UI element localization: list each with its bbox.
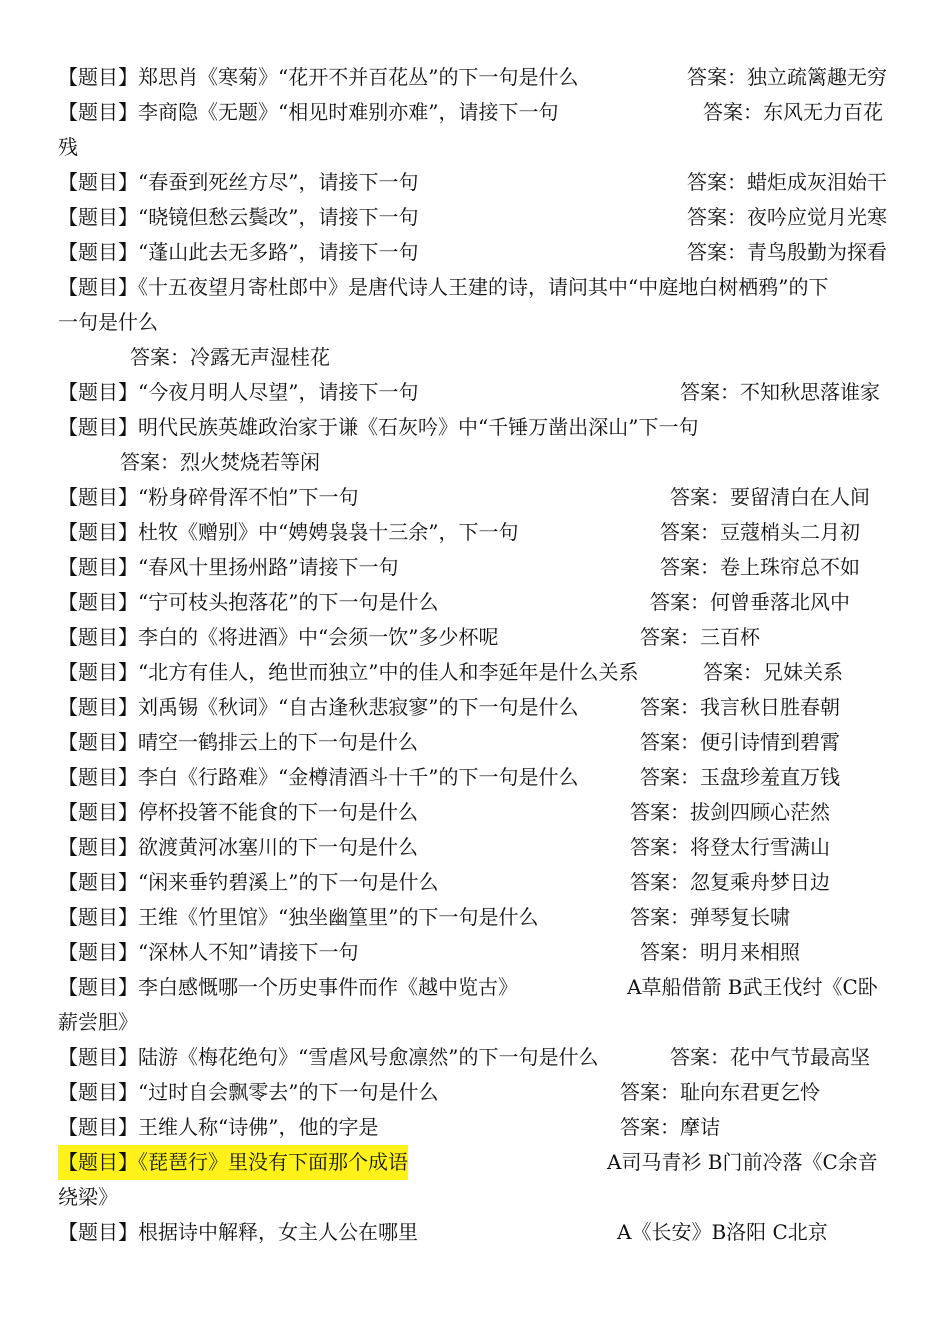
answer-text: 答案：明月来相照 bbox=[640, 940, 800, 964]
question-text: 【题目】李商隐《无题》“相见时难别亦难”，请接下一句 bbox=[58, 100, 559, 124]
options-text: A《长安》B洛阳 C北京 bbox=[617, 1220, 828, 1244]
question-text: 【题目】“北方有佳人，绝世而独立”中的佳人和李延年是什么关系 bbox=[58, 660, 639, 684]
answer-text: 答案：青鸟殷勤为探看 bbox=[687, 240, 887, 264]
answer-text: 答案：兄妹关系 bbox=[703, 660, 843, 684]
question-text: 【题目】“深林人不知”请接下一句 bbox=[58, 940, 359, 964]
question-text: 【题目】停杯投箸不能食的下一句是什么 bbox=[58, 800, 418, 824]
answer-text: 答案：豆蔻梢头二月初 bbox=[660, 520, 860, 544]
question-text: 【题目】“晓镜但愁云鬓改”，请接下一句 bbox=[58, 205, 419, 229]
answer-text: 答案：忽复乘舟梦日边 bbox=[630, 870, 830, 894]
question-text: 【题目】郑思肖《寒菊》“花开不并百花丛”的下一句是什么 bbox=[58, 65, 579, 89]
question-text: 【题目】“春蚕到死丝方尽”，请接下一句 bbox=[58, 170, 419, 194]
answer-text: 答案：冷露无声湿桂花 bbox=[130, 345, 330, 369]
question-text: 【题目】“粉身碎骨浑不怕”下一句 bbox=[58, 485, 359, 509]
question-text: 【题目】陆游《梅花绝句》“雪虐风号愈凛然”的下一句是什么 bbox=[58, 1045, 599, 1069]
question-text: 【题目】“宁可枝头抱落花”的下一句是什么 bbox=[58, 590, 439, 614]
question-text: 【题目】《十五夜望月寄杜郎中》是唐代诗人王建的诗，请问其中“中庭地白树栖鸦”的下 bbox=[58, 275, 829, 299]
question-text: 【题目】“过时自会飘零去”的下一句是什么 bbox=[58, 1080, 439, 1104]
answer-text: 答案：卷上珠帘总不如 bbox=[660, 555, 860, 579]
answer-text: 答案：花中气节最高坚 bbox=[670, 1045, 870, 1069]
question-text: 【题目】杜牧《赠别》中“娉娉袅袅十三余”，下一句 bbox=[58, 520, 519, 544]
question-text: 【题目】李白的《将进酒》中“会须一饮”多少杯呢 bbox=[58, 625, 499, 649]
question-text: 【题目】“今夜月明人尽望”，请接下一句 bbox=[58, 380, 419, 404]
question-text: 【题目】刘禹锡《秋词》“自古逢秋悲寂寥”的下一句是什么 bbox=[58, 695, 579, 719]
answer-text: 答案：我言秋日胜春朝 bbox=[640, 695, 840, 719]
wrapped-text: 残 bbox=[58, 135, 78, 159]
wrapped-text: 一句是什么 bbox=[58, 310, 158, 334]
question-text: 【题目】李白《行路难》“金樽清酒斗十千”的下一句是什么 bbox=[58, 765, 579, 789]
options-text: A草船借箭 B武王伐纣《C卧 bbox=[627, 975, 878, 999]
question-text: 【题目】明代民族英雄政治家于谦《石灰吟》中“千锤万凿出深山”下一句 bbox=[58, 415, 699, 439]
answer-text: 答案：不知秋思落谁家 bbox=[680, 380, 880, 404]
answer-text: 答案：何曾垂落北风中 bbox=[650, 590, 850, 614]
answer-text: 答案：摩诘 bbox=[620, 1115, 720, 1139]
question-text: 【题目】“春风十里扬州路”请接下一句 bbox=[58, 555, 399, 579]
question-text: 【题目】“闲来垂钓碧溪上”的下一句是什么 bbox=[58, 870, 439, 894]
question-text: 【题目】根据诗中解释，女主人公在哪里 bbox=[58, 1220, 418, 1244]
question-text: 【题目】“蓬山此去无多路”，请接下一句 bbox=[58, 240, 419, 264]
question-text: 【题目】晴空一鹤排云上的下一句是什么 bbox=[58, 730, 418, 754]
wrapped-text: 绕梁》 bbox=[58, 1185, 118, 1209]
question-text: 【题目】王维人称“诗佛”，他的字是 bbox=[58, 1115, 379, 1139]
answer-text: 答案：蜡炬成灰泪始干 bbox=[687, 170, 887, 194]
answer-text: 答案：将登太行雪满山 bbox=[630, 835, 830, 859]
answer-text: 答案：要留清白在人间 bbox=[670, 485, 870, 509]
answer-text: 答案：烈火焚烧若等闲 bbox=[120, 450, 320, 474]
answer-text: 答案：耻向东君更乞怜 bbox=[620, 1080, 820, 1104]
highlighted-question-text: 【题目】《琵琶行》里没有下面那个成语 bbox=[58, 1145, 408, 1180]
answer-text: 答案：弹琴复长啸 bbox=[630, 905, 790, 929]
answer-text: 答案：便引诗情到碧霄 bbox=[640, 730, 840, 754]
answer-text: 答案：三百杯 bbox=[640, 625, 760, 649]
answer-text: 答案：玉盘珍羞直万钱 bbox=[640, 765, 840, 789]
question-text: 【题目】欲渡黄河冰塞川的下一句是什么 bbox=[58, 835, 418, 859]
question-text: 【题目】李白感慨哪一个历史事件而作《越中览古》 bbox=[58, 975, 518, 999]
question-text: 【题目】王维《竹里馆》“独坐幽篁里”的下一句是什么 bbox=[58, 905, 539, 929]
answer-text: 答案：拔剑四顾心茫然 bbox=[630, 800, 830, 824]
answer-text: 答案：独立疏篱趣无穷 bbox=[687, 65, 887, 89]
answer-text: 答案：东风无力百花 bbox=[703, 100, 883, 124]
wrapped-text: 薪尝胆》 bbox=[58, 1010, 138, 1034]
options-text: A司马青衫 B门前冷落《C余音 bbox=[607, 1150, 878, 1174]
answer-text: 答案：夜吟应觉月光寒 bbox=[687, 205, 887, 229]
